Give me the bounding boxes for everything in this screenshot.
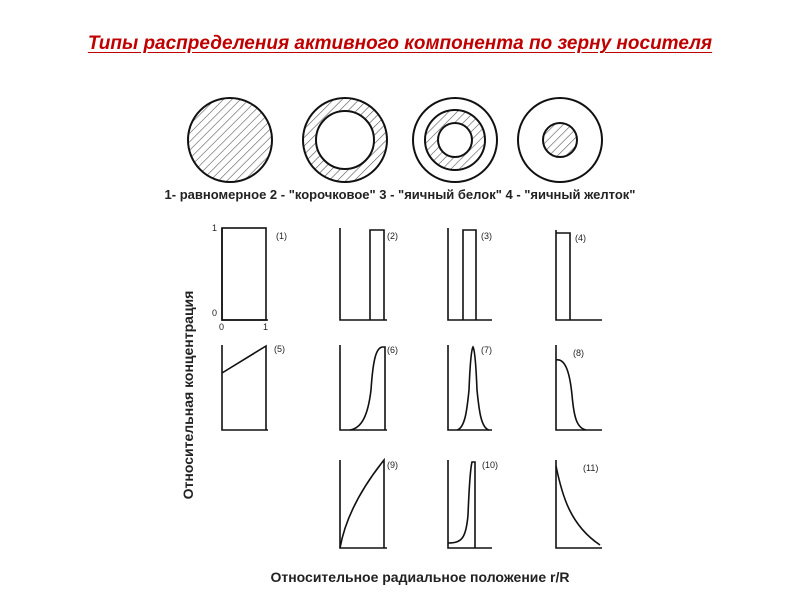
graph-label-3: (3) [481,231,492,241]
graph-9 [340,460,387,548]
y-tick-1: 1 [212,223,218,233]
x-axis-label: Относительное радиальное положение r/R [270,569,570,585]
x-tick-0: 0 [219,322,225,332]
graph-7 [448,345,492,430]
graph-label-6: (6) [387,345,398,355]
graph-3 [448,228,492,320]
graph-label-4: (4) [575,233,586,243]
graph-5 [222,345,268,430]
pellet-eggshell [303,98,387,182]
x-tick-1: 1 [263,322,269,332]
graph-1 [222,228,268,320]
graph-label-9: (9) [387,460,398,470]
graph-label-7: (7) [481,345,492,355]
pellet-egg-yolk [518,98,602,182]
graph-label-5: (5) [274,344,285,354]
pellet-egg-white [413,98,497,182]
graph-label-11: (11) [583,463,599,473]
graph-11 [556,460,602,548]
pellet-legend: 1- равномерное 2 - "корочковое" 3 - "яичный белок" 4 - "яичный желток" [164,187,636,202]
graph-2 [340,228,387,320]
graph-10 [448,460,492,548]
pellet-uniform [188,98,272,182]
graph-6 [340,345,387,430]
graph-label-8: (8) [573,348,584,358]
y-tick-0: 0 [212,308,218,318]
y-axis-label: Относительная концентрация [180,290,196,500]
graph-label-2: (2) [387,231,398,241]
graph-label-1: (1) [276,231,287,241]
graph-label-10: (10) [482,460,499,470]
page-title: Типы распределения активного компонента по зерну носителя [87,33,713,54]
graph-4 [556,230,602,320]
